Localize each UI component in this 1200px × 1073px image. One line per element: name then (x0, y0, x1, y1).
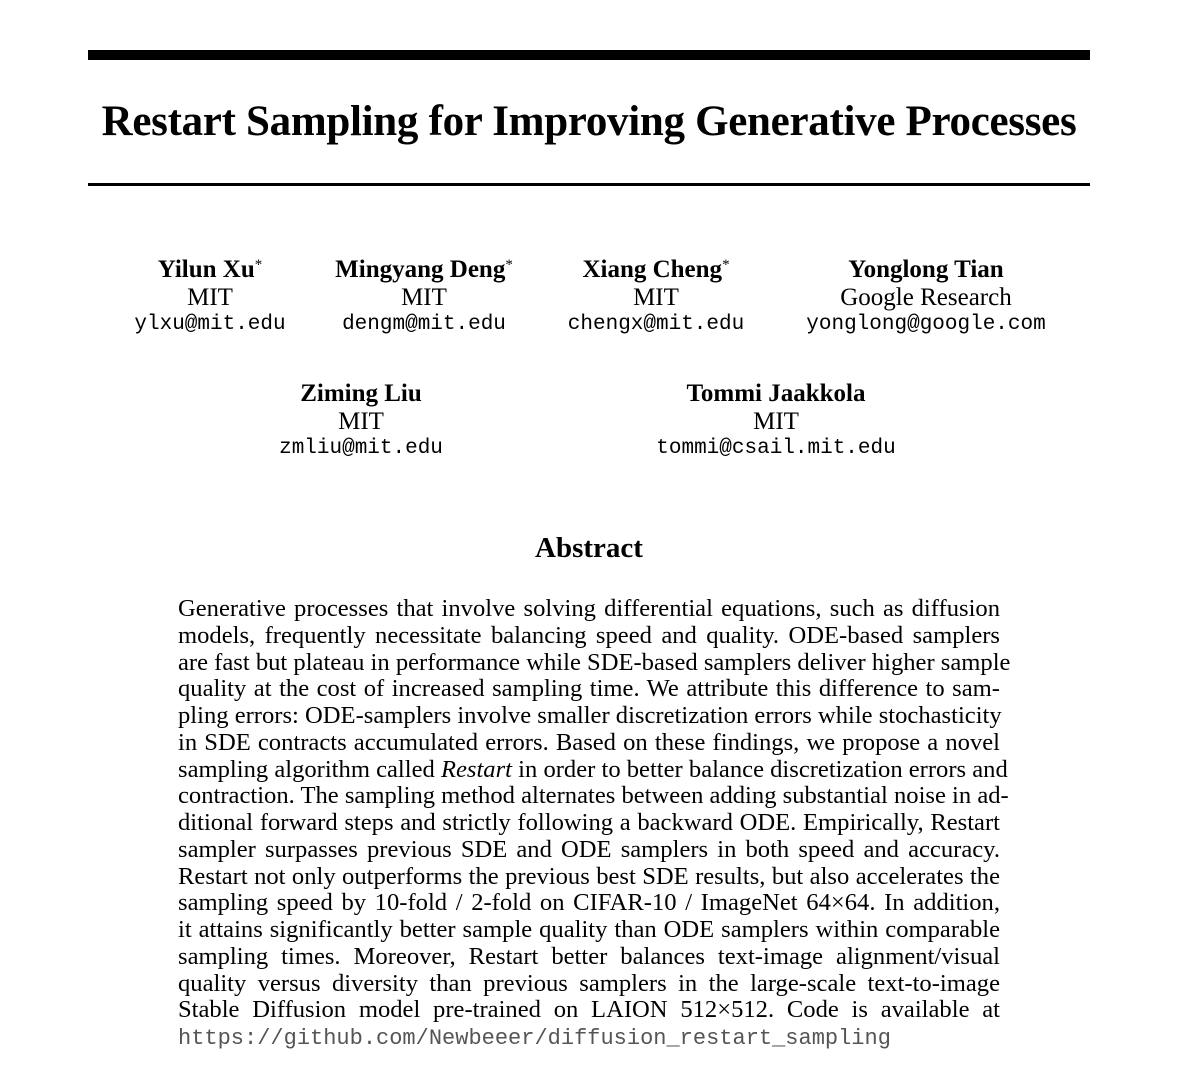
abstract-line: Generative processes that involve solving differential equations, such as diffusion (178, 595, 1000, 622)
author-email: yonglong@google.com (806, 313, 1046, 336)
abstract-line: are fast but plateau in performance while SDE-based samplers deliver higher sample (178, 648, 1011, 676)
title-rule-bottom (88, 183, 1090, 186)
author-name: Ziming Liu (300, 380, 422, 407)
author-affiliation: Google Research (840, 284, 1012, 311)
abstract-body (178, 595, 1011, 1051)
abstract-heading: Abstract (535, 532, 643, 564)
paper-title: Restart Sampling for Improving Generative Processes (101, 98, 1077, 145)
author-affiliation: MIT (753, 408, 799, 435)
author-block (656, 380, 895, 463)
author-block (806, 256, 1045, 339)
restart-emphasis: Restart (440, 755, 513, 783)
abstract-line: Stable Diffusion model pre-trained on LAION 512×512. Code is available at (178, 996, 1000, 1024)
abstract-line: sampling algorithm called Restart in order to better balance discretization errors and (178, 755, 1008, 783)
abstract-line: quality at the cost of increased sampling time. We attribute this difference to sam- (178, 675, 1000, 703)
title-rule-top (88, 50, 1090, 60)
author-email: zmliu@mit.edu (279, 437, 443, 460)
abstract-line: sampler surpasses previous SDE and ODE samplers in both speed and accuracy. (178, 835, 1000, 863)
author-email: chengx@mit.edu (567, 313, 745, 336)
author-affiliation: MIT (338, 408, 384, 435)
author-name: Mingyang Deng* (335, 256, 513, 283)
author-block (134, 256, 285, 339)
abstract-line: contraction. The sampling method alternates between adding substantial noise in ad- (178, 782, 1009, 810)
author-affiliation: MIT (633, 284, 679, 311)
abstract-line: it attains significantly better sample quality than ODE samplers within comparable (178, 916, 1000, 943)
equal-contribution-mark: * (505, 257, 513, 273)
abstract-line: models, frequently necessitate balancing speed and quality. ODE-based samplers (178, 621, 1000, 649)
abstract-line: sampling speed by 10-fold / 2-fold on CIFAR-10 / ImageNet 64×64. In addition, (178, 889, 1000, 917)
equal-contribution-mark: * (254, 257, 263, 273)
author-email: dengm@mit.edu (342, 313, 506, 336)
equal-contribution-mark: * (722, 257, 730, 273)
author-name: Tommi Jaakkola (686, 380, 866, 407)
author-block (335, 256, 513, 339)
abstract-line: sampling times. Moreover, Restart better balances text-image alignment/visual (178, 942, 1000, 970)
author-name: Yonglong Tian (848, 256, 1004, 283)
abstract-line: ditional forward steps and strictly following a backward ODE. Empirically, Restart (178, 809, 1000, 836)
author-name: Xiang Cheng* (582, 256, 730, 283)
abstract-line: quality versus diversity than previous samplers in the large-scale text-to-image (178, 969, 1000, 997)
author-email: tommi@csail.mit.edu (656, 437, 896, 460)
author-block (279, 380, 443, 463)
author-block (568, 256, 744, 339)
author-email: ylxu@mit.edu (134, 313, 286, 336)
abstract-line: Restart not only outperforms the previous best SDE results, but also accelerates the (178, 862, 1000, 890)
author-name: Yilun Xu* (157, 256, 263, 283)
author-affiliation: MIT (187, 284, 233, 311)
abstract-line: in SDE contracts accumulated errors. Based on these findings, we propose a novel (178, 728, 1000, 756)
author-affiliation: MIT (401, 284, 447, 311)
code-url-link[interactable]: https://github.com/Newbeeer/diffusion_restart_sampling (178, 1026, 891, 1051)
abstract-line: pling errors: ODE-samplers involve smaller discretization errors while stochasticity (178, 702, 1002, 729)
abstract-line (178, 1024, 1000, 1051)
